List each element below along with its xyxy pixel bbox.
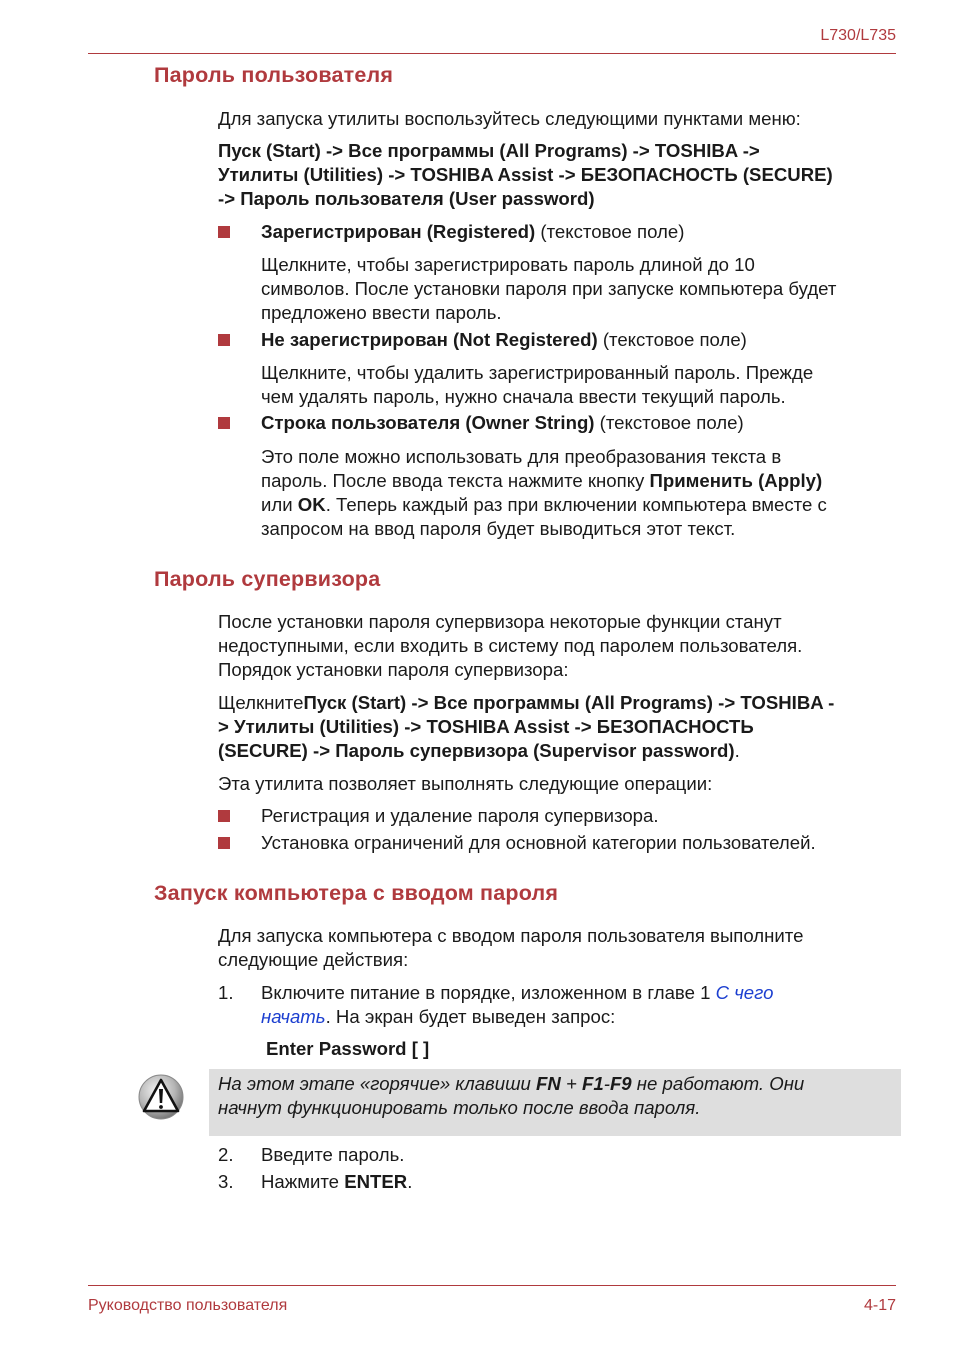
chapter-link[interactable]: С чего — [715, 982, 774, 1003]
list-item — [261, 411, 901, 435]
operations-intro: Эта утилита позволяет выполнять следующие операции: — [218, 773, 713, 794]
step-text-part: Нажмите — [261, 1171, 345, 1192]
menu-path-line: > Утилиты (Utilities) -> TOSHIBA Assist -> БЕЗОПАСНОСТЬ — [218, 716, 754, 737]
chapter-link[interactable]: начать — [261, 1006, 326, 1027]
list-item — [261, 220, 901, 244]
item-title: Зарегистрирован (Registered) — [261, 221, 536, 242]
bullet-marker — [218, 810, 230, 822]
menu-path-line: Пуск (Start) -> Все программы (All Programs) -> TOSHIBA - — [303, 692, 835, 713]
step-text: Введите пароль. — [261, 1144, 405, 1165]
f9-key: F9 — [609, 1073, 632, 1094]
footer-title: Руководство пользователя — [88, 1297, 288, 1314]
f1-key: F1 — [582, 1073, 604, 1094]
desc-line: . Теперь каждый раз при включении компьютера вместе с — [325, 494, 827, 515]
step-text — [261, 1170, 901, 1194]
item-description — [261, 361, 901, 409]
page-number: 4-17 — [863, 1297, 896, 1314]
note-line: начнут функционировать только после ввода пароля. — [218, 1097, 701, 1118]
desc-line: или — [261, 494, 298, 515]
bullet-marker — [218, 334, 230, 346]
enter-key: ENTER — [344, 1171, 408, 1192]
bullet-marker — [218, 837, 230, 849]
desc-line: Щелкните, чтобы удалить зарегистрированный пароль. Прежде — [261, 362, 814, 383]
item-title: Строка пользователя (Owner String) — [261, 412, 595, 433]
menu-path-line: Утилиты (Utilities) -> TOSHIBA Assist -> БЕЗОПАСНОСТЬ (SECURE) — [218, 164, 833, 185]
intro-line: Порядок установки пароля супервизора: — [218, 659, 569, 680]
apply-button-label: Применить (Apply) — [649, 470, 823, 491]
item-description — [261, 445, 901, 541]
section-intro — [218, 610, 898, 682]
list-item — [261, 328, 901, 352]
note-line: не работают. Они — [631, 1073, 805, 1094]
step-text-part: Включите питание в порядке, изложенном в главе 1 — [261, 982, 716, 1003]
item-title: Не зарегистрирован (Not Registered) — [261, 329, 598, 350]
click-prefix: Щелкните — [218, 692, 304, 713]
step-text — [261, 981, 901, 1029]
step-number: 2. — [218, 1144, 234, 1165]
desc-line: предложено ввести пароль. — [261, 302, 502, 323]
intro-line: Для запуска компьютера с вводом пароля пользователя выполните — [218, 925, 804, 946]
desc-line: Щелкните, чтобы зарегистрировать пароль длиной до 10 — [261, 254, 755, 275]
list-item: Установка ограничений для основной категории пользователей. — [261, 832, 816, 853]
footer-rule — [88, 1285, 896, 1286]
item-description — [261, 253, 901, 325]
item-suffix: (текстовое поле) — [597, 329, 747, 350]
note-plus: + — [560, 1073, 583, 1094]
menu-path-line: Пуск (Start) -> Все программы (All Programs) -> TOSHIBA -> — [218, 140, 760, 161]
intro-line: После установки пароля супервизора некоторые функции станут — [218, 611, 782, 632]
item-suffix: (текстовое поле) — [535, 221, 685, 242]
section-heading-supervisor-password: Пароль супервизора — [154, 567, 381, 591]
menu-path — [218, 691, 898, 763]
desc-line: символов. После установки пароля при запуске компьютера будет — [261, 278, 837, 299]
intro-line: недоступными, если входить в систему под паролем пользователя. — [218, 635, 803, 656]
bullet-marker — [218, 417, 230, 429]
note-text — [218, 1072, 898, 1120]
menu-path — [218, 139, 898, 211]
fn-key: FN — [536, 1073, 561, 1094]
desc-line: чем удалять пароль, нужно сначала ввести текущий пароль. — [261, 386, 786, 407]
list-item: Регистрация и удаление пароля супервизора. — [261, 805, 659, 826]
password-prompt: Enter Password [ ] — [266, 1038, 430, 1059]
step-number: 3. — [218, 1171, 234, 1192]
item-suffix: (текстовое поле) — [594, 412, 744, 433]
desc-line: пароль. После ввода текста нажмите кнопку — [261, 470, 650, 491]
desc-line: Это поле можно использовать для преобразования текста в — [261, 446, 782, 467]
intro-line: следующие действия: — [218, 949, 409, 970]
warning-icon — [137, 1073, 187, 1129]
ok-button-label: OK — [297, 494, 326, 515]
bullet-marker — [218, 226, 230, 238]
note-dash: - — [603, 1073, 610, 1094]
section-heading-user-password: Пароль пользователя — [154, 63, 394, 87]
document-model: L730/L735 — [820, 27, 896, 44]
header-rule — [88, 53, 896, 54]
menu-path-line: -> Пароль пользователя (User password) — [218, 188, 595, 209]
path-end: . — [734, 740, 740, 761]
desc-line: запросом на ввод пароля будет выводиться этот текст. — [261, 518, 736, 539]
note-line: На этом этапе «горячие» клавиши — [218, 1073, 537, 1094]
step-text-part: . — [407, 1171, 413, 1192]
step-number: 1. — [218, 982, 234, 1003]
section-intro: Для запуска утилиты воспользуйтесь следующими пунктами меню: — [218, 108, 801, 129]
step-text-part: . На экран будет выведен запрос: — [325, 1006, 616, 1027]
menu-path-line: (SECURE) -> Пароль супервизора (Supervisor password) — [218, 740, 735, 761]
section-intro — [218, 924, 898, 972]
section-heading-password-boot: Запуск компьютера с вводом пароля — [154, 881, 559, 905]
